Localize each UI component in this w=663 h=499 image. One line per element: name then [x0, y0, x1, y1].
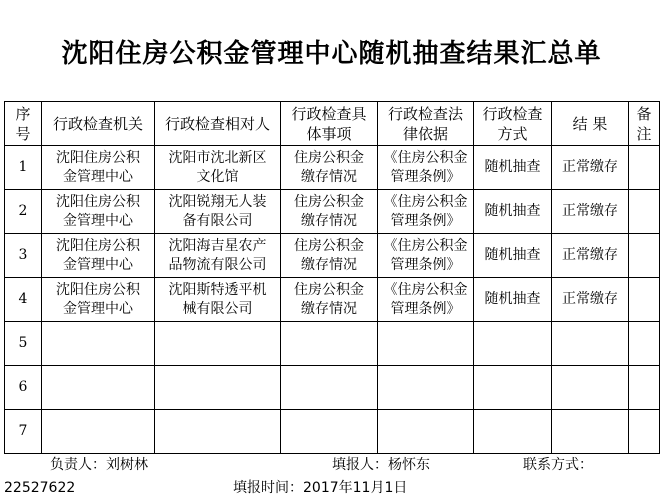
table-cell	[474, 366, 552, 410]
table-cell	[629, 322, 660, 366]
table-cell: 1	[5, 146, 42, 190]
table-cell: 《住房公积金 管理条例》	[378, 278, 474, 322]
table-cell: 3	[5, 234, 42, 278]
table-cell: 5	[5, 322, 42, 366]
table-cell	[629, 366, 660, 410]
table-cell	[42, 410, 155, 454]
table-cell: 沈阳海吉星农产 品物流有限公司	[155, 234, 281, 278]
table-cell	[552, 322, 629, 366]
table-cell	[629, 146, 660, 190]
table-cell	[378, 410, 474, 454]
table-row	[5, 146, 660, 190]
table-cell: 随机抽查	[474, 146, 552, 190]
table-row	[5, 366, 660, 410]
table-cell: 沈阳斯特透平机 械有限公司	[155, 278, 281, 322]
table-cell	[629, 190, 660, 234]
table-cell: 随机抽查	[474, 234, 552, 278]
table-cell: 《住房公积金 管理条例》	[378, 234, 474, 278]
table-row	[5, 410, 660, 454]
table-cell: 住房公积金 缴存情况	[281, 146, 378, 190]
table-cell	[42, 366, 155, 410]
header-method: 行政检查 方式	[474, 102, 552, 146]
table-cell: 正常缴存	[552, 190, 629, 234]
table-cell: 4	[5, 278, 42, 322]
table-row	[5, 190, 660, 234]
table-cell	[552, 410, 629, 454]
table-cell: 2	[5, 190, 42, 234]
table-cell	[474, 410, 552, 454]
header-agency: 行政检查机关	[42, 102, 155, 146]
table-cell	[281, 366, 378, 410]
table-cell	[155, 322, 281, 366]
table-cell: 随机抽查	[474, 190, 552, 234]
table-header-row	[5, 102, 660, 146]
table-cell: 沈阳锐翔无人装 备有限公司	[155, 190, 281, 234]
table-cell	[474, 322, 552, 366]
table-cell	[629, 278, 660, 322]
table-row	[5, 322, 660, 366]
table-cell: 沈阳住房公积 金管理中心	[42, 190, 155, 234]
table-cell: 沈阳住房公积 金管理中心	[42, 146, 155, 190]
report-date: 填报时间：2017年11月1日	[233, 480, 408, 496]
table-cell: 沈阳住房公积 金管理中心	[42, 234, 155, 278]
table-cell: 沈阳住房公积 金管理中心	[42, 278, 155, 322]
table-cell: 7	[5, 410, 42, 454]
contact-phone: 22527622	[4, 480, 76, 496]
table-cell	[281, 322, 378, 366]
table-cell: 住房公积金 缴存情况	[281, 190, 378, 234]
table-cell: 《住房公积金 管理条例》	[378, 190, 474, 234]
table-cell: 正常缴存	[552, 278, 629, 322]
document-title: 沈阳住房公积金管理中心随机抽查结果汇总单	[61, 39, 602, 69]
table-cell: 随机抽查	[474, 278, 552, 322]
table-cell: 《住房公积金 管理条例》	[378, 146, 474, 190]
table-cell	[42, 322, 155, 366]
table-cell	[155, 410, 281, 454]
header-item: 行政检查具 体事项	[281, 102, 378, 146]
table-cell	[552, 366, 629, 410]
table-row	[5, 234, 660, 278]
table-cell: 住房公积金 缴存情况	[281, 278, 378, 322]
results-table	[4, 101, 660, 454]
header-legal-basis: 行政检查法 律依据	[378, 102, 474, 146]
table-cell	[155, 366, 281, 410]
table-cell: 正常缴存	[552, 146, 629, 190]
table-cell: 住房公积金 缴存情况	[281, 234, 378, 278]
header-remarks: 备 注	[629, 102, 660, 146]
reporter-name: 填报人：杨怀东	[332, 457, 430, 473]
table-cell	[378, 322, 474, 366]
table-cell	[378, 366, 474, 410]
table-cell: 正常缴存	[552, 234, 629, 278]
table-cell	[629, 410, 660, 454]
responsible-person: 负责人：刘树林	[50, 457, 148, 473]
table-cell: 6	[5, 366, 42, 410]
table-row	[5, 278, 660, 322]
header-counterparty: 行政检查相对人	[155, 102, 281, 146]
table-cell: 沈阳市沈北新区 文化馆	[155, 146, 281, 190]
header-result: 结 果	[552, 102, 629, 146]
table-cell	[281, 410, 378, 454]
contact-label: 联系方式：	[523, 457, 593, 473]
header-index: 序 号	[5, 102, 42, 146]
table-cell	[629, 234, 660, 278]
table-body	[5, 146, 660, 454]
